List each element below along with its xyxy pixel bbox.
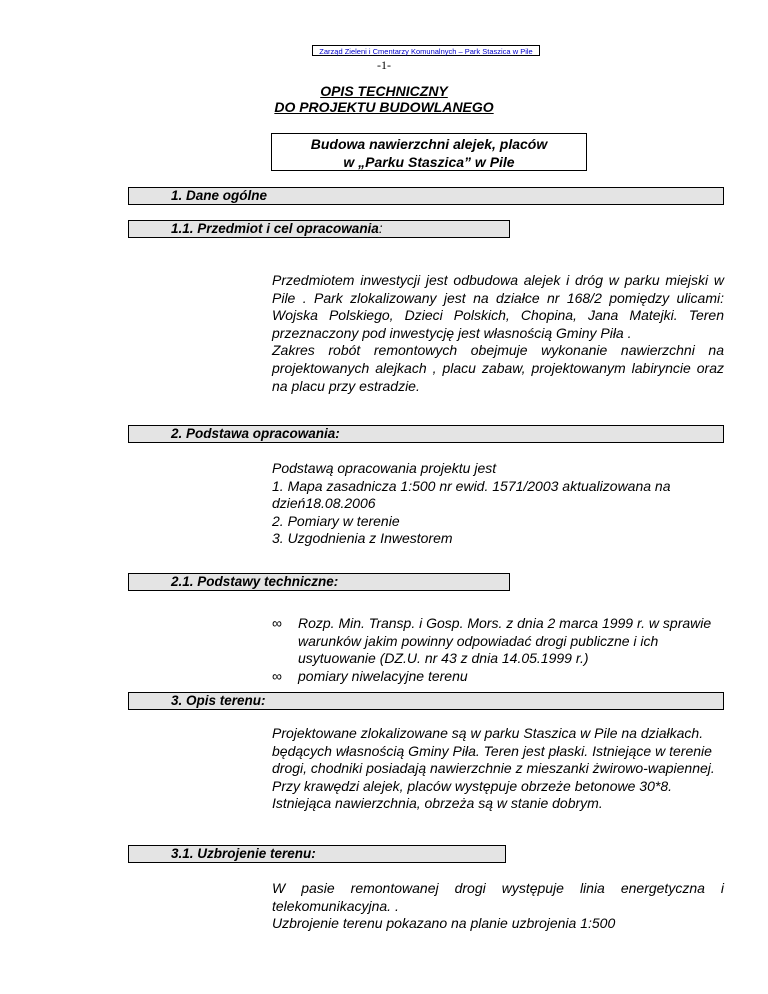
section-heading-2: 2. Podstawa opracowania: [128, 425, 724, 443]
bullet-list [272, 615, 724, 685]
page-number: -1- [377, 58, 391, 72]
subject-line-1: Budowa nawierzchni alejek, placów [310, 136, 548, 152]
section-heading-1-1-label: 1.1. Przedmiot i cel opracowania [171, 221, 379, 236]
infinity-bullet-icon: ∞ [272, 667, 282, 684]
paragraph: Podstawą opracowania projektu jest [272, 460, 497, 476]
paragraph: Uzbrojenie terenu pokazano na planie uzbrojenia 1:500 [272, 915, 616, 932]
list-item: dzień18.08.2006 [272, 495, 376, 512]
section-1-1-text [272, 272, 724, 395]
paragraph: Przy krawędzi alejek, placów występuje obrzeże betonowe 30*8. [272, 777, 672, 794]
section-3-1-text [272, 880, 724, 933]
paragraph: Przedmiotem inwestycji jest odbudowa alejek i dróg w parku miejski w Pile . Park zlokalizowany jest na działce nr 168/2 pomiędzy ulicami: Wojska Polskiego, Dzieci Polskich, Chopina, Jana Matejki. Teren przeznaczony pod inwestycję jest własnością Gminy Piła . [272, 272, 724, 341]
list-item [272, 668, 724, 686]
section-2-text [272, 460, 724, 548]
project-subject-box [271, 133, 587, 171]
paragraph: Zakres robót remontowych obejmuje wykonanie nawierzchni na projektowanych alejkach , placu zabaw, projektowanym labiryncie oraz na placu przy estradzie. [272, 342, 724, 394]
list-item [272, 615, 724, 668]
list-item: 2. Pomiary w terenie [272, 512, 400, 529]
section-heading-3-1: 3.1. Uzbrojenie terenu: [128, 845, 506, 863]
list-item-text: Rozp. Min. Transp. i Gosp. Mors. z dnia 2 marca 1999 r. w sprawie warunków jakim powinny odpowiadać drogi publiczne i ich usytuowanie (DZ.U. nr 43 z dnia 14.05.1999 r.) [298, 615, 712, 667]
list-item: 1. Mapa zasadnicza 1:500 nr ewid. 1571/2003 aktualizowana na [272, 477, 671, 494]
subject-line-2: w „Parku Staszica” w Pile [343, 154, 515, 170]
paragraph: Projektowane zlokalizowane są w parku Staszica w Pile na działkach. będących własnością Gminy Piła. Teren jest płaski. Istniejące w terenie drogi, chodniki posiadają nawierzchnie z mieszanki żwirowo-wapiennej. [272, 725, 715, 777]
section-heading-3: 3. Opis terenu: [128, 692, 724, 710]
section-heading-1-1-colon: : [378, 221, 383, 236]
document-title: OPIS TECHNICZNY [320, 83, 448, 99]
paragraph: Istniejąca nawierzchnia, obrzeża są w stanie dobrym. [272, 795, 603, 812]
header-organization: Zarząd Zieleni i Cmentarzy Komunalnych – Park Staszica w Pile [312, 45, 540, 56]
section-heading-1-1 [128, 220, 510, 238]
list-item-text: pomiary niwelacyjne terenu [298, 667, 468, 684]
list-item: 3. Uzgodnienia z Inwestorem [272, 530, 453, 547]
section-heading-2-1: 2.1. Podstawy techniczne: [128, 573, 510, 591]
section-3-text [272, 725, 724, 813]
section-heading-1: 1. Dane ogólne [128, 187, 724, 205]
document-subtitle: DO PROJEKTU BUDOWLANEGO [274, 99, 494, 115]
paragraph: W pasie remontowanej drogi występuje linia energetyczna i telekomunikacyjna. . [272, 880, 724, 914]
infinity-bullet-icon: ∞ [272, 615, 282, 631]
